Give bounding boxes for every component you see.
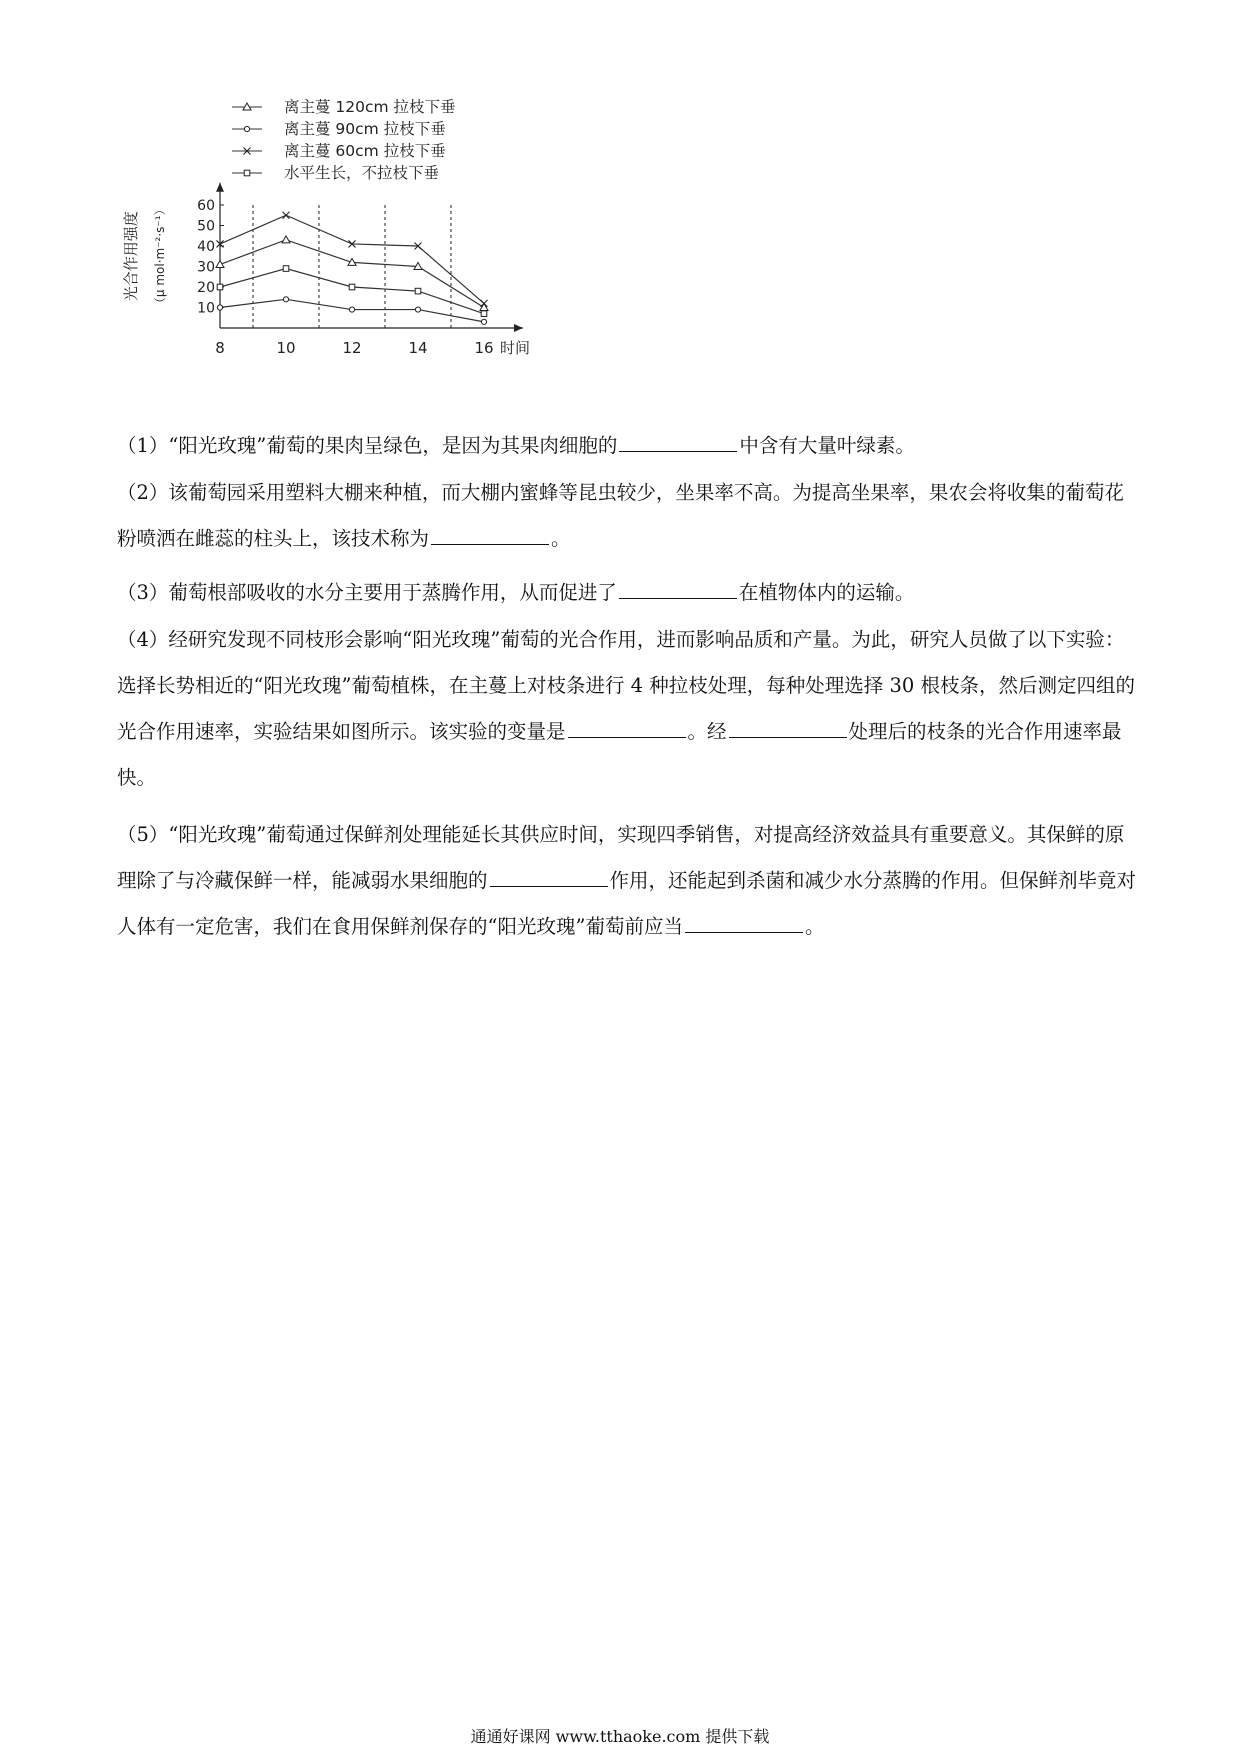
chart-svg bbox=[120, 96, 590, 406]
data-point bbox=[415, 307, 420, 312]
x-tick-label: 14 bbox=[408, 339, 428, 357]
data-point bbox=[283, 266, 289, 272]
y-tick-label: 60 bbox=[197, 198, 215, 214]
answer-blank-4b[interactable] bbox=[729, 715, 847, 738]
series-line bbox=[220, 240, 484, 308]
data-point bbox=[282, 236, 290, 243]
question-4-text-b: 。经 bbox=[687, 720, 727, 743]
data-point bbox=[415, 288, 421, 294]
x-tick-label: 12 bbox=[342, 339, 362, 357]
question-5-text-a: （5）“阳光玫瑰”葡萄通过保鲜剂处理能延长其供应时间，实现四季销售，对提高经济效益具有重要意义。其保鲜的原理除了与冷藏保鲜一样，能减弱水果细胞的 bbox=[117, 823, 1125, 892]
answer-blank-5b[interactable] bbox=[685, 910, 803, 933]
x-axis-label: 时间 bbox=[500, 339, 531, 357]
legend-label: 离主蔓 120cm 拉枝下垂 bbox=[284, 98, 456, 116]
question-5 bbox=[117, 812, 1137, 950]
footer-source: 通通好课网 www.tthaoke.com 提供下载 bbox=[470, 1727, 770, 1746]
question-3-text-b: 在植物体内的运输。 bbox=[738, 581, 915, 604]
legend-marker bbox=[244, 126, 249, 131]
x-tick-label: 16 bbox=[474, 339, 494, 357]
answer-blank-2[interactable] bbox=[431, 522, 549, 545]
data-point bbox=[217, 305, 222, 310]
y-axis-arrow bbox=[216, 183, 224, 192]
legend-marker bbox=[244, 170, 250, 176]
data-point bbox=[217, 284, 223, 290]
x-tick-label: 10 bbox=[276, 339, 296, 357]
y-tick-label: 50 bbox=[197, 218, 215, 235]
question-1-text-b: 中含有大量叶绿素。 bbox=[739, 434, 915, 457]
x-axis-arrow bbox=[514, 324, 523, 332]
legend-label: 水平生长，不拉枝下垂 bbox=[284, 164, 440, 182]
y-tick-label: 20 bbox=[197, 280, 215, 296]
answer-blank-1[interactable] bbox=[619, 429, 737, 452]
answer-blank-5a[interactable] bbox=[490, 864, 608, 887]
question-1 bbox=[117, 423, 1137, 469]
y-tick-label: 10 bbox=[197, 300, 215, 317]
data-point bbox=[349, 284, 355, 290]
answer-blank-4a[interactable] bbox=[568, 715, 686, 738]
question-4 bbox=[117, 617, 1137, 801]
question-5-text-c: 。 bbox=[804, 915, 825, 938]
data-point bbox=[283, 297, 288, 302]
question-4-text-a: （4）经研究发现不同枝形会影响“阳光玫瑰”葡萄的光合作用，进而影响品质和产量。为此，研究人员做了以下实验：选择长势相近的“阳光玫瑰”葡萄植株，在主蔓上对枝条进行 4 种拉枝处理，每种处理选择 30 根枝条，然后测定四组的光合作用速率，实验结果如图所示。该实验的变量是 bbox=[117, 628, 1135, 743]
data-point bbox=[481, 319, 486, 324]
question-2 bbox=[117, 470, 1137, 562]
question-4-text-c: 处理后的枝条的光合作用速率最快。 bbox=[117, 720, 1122, 789]
legend-label: 离主蔓 60cm 拉枝下垂 bbox=[284, 142, 446, 160]
photosynthesis-chart bbox=[120, 96, 590, 406]
question-3-text-a: （3）葡萄根部吸收的水分主要用于蒸腾作用，从而促进了 bbox=[117, 581, 617, 604]
question-2-text-a: （2）该葡萄园采用塑料大棚来种植，而大棚内蜜蜂等昆虫较少，坐果率不高。为提高坐果率，果农会将收集的葡萄花粉喷洒在雌蕊的柱头上，该技术称为 bbox=[117, 481, 1124, 550]
x-tick-label: 8 bbox=[215, 339, 225, 357]
question-1-text-a: （1）“阳光玫瑰”葡萄的果肉呈绿色，是因为其果肉细胞的 bbox=[117, 434, 618, 457]
legend-label: 离主蔓 90cm 拉枝下垂 bbox=[284, 120, 446, 138]
question-3 bbox=[117, 570, 1137, 616]
question-2-text-b: 。 bbox=[551, 527, 571, 550]
y-axis-unit: （μ mol·m⁻²·s⁻¹） bbox=[153, 203, 167, 310]
y-tick-label: 40 bbox=[197, 239, 215, 255]
question-5-text-b: 作用，还能起到杀菌和减少水分蒸腾的作用。但保鲜剂毕竟对人体有一定危害，我们在食用保鲜剂保存的“阳光玫瑰”葡萄前应当 bbox=[117, 869, 1137, 938]
y-tick-label: 30 bbox=[197, 259, 215, 276]
data-point bbox=[349, 307, 354, 312]
data-point bbox=[480, 304, 488, 311]
data-point bbox=[481, 311, 487, 317]
y-axis-label: 光合作用强度 bbox=[122, 211, 140, 302]
answer-blank-3[interactable] bbox=[619, 576, 737, 599]
